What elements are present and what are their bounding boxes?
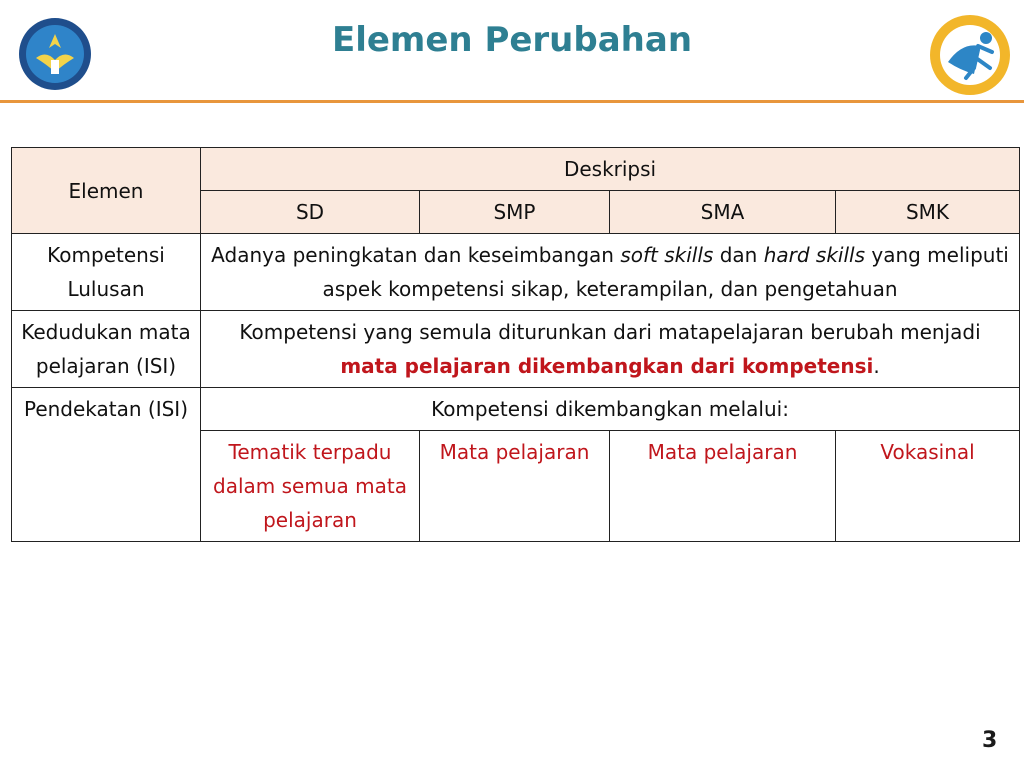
- description-text: Kompetensi yang semula diturunkan dari matapelajaran berubah menjadi: [239, 320, 981, 344]
- column-header-sd: SD: [201, 191, 420, 234]
- description-soft-skills: soft skills: [620, 243, 714, 267]
- approach-sma: Mata pelajaran: [610, 431, 836, 542]
- description-text: Adanya peningkatan dan keseimbangan: [211, 243, 621, 267]
- row-description: Kompetensi dikembangkan melalui:: [201, 388, 1020, 431]
- table-header-row: [12, 148, 1020, 191]
- table-row: [12, 311, 1020, 388]
- column-header-smp: SMP: [420, 191, 610, 234]
- row-label-kedudukan: Kedudukan mata pelajaran (ISI): [12, 311, 201, 388]
- row-description: [201, 311, 1020, 388]
- page-number: 3: [982, 728, 998, 753]
- column-header-deskripsi: Deskripsi: [201, 148, 1020, 191]
- row-label-pendekatan: Pendekatan (ISI): [12, 388, 201, 542]
- header-divider: [0, 100, 1024, 103]
- approach-sd: Tematik terpadu dalam semua mata pelajaran: [201, 431, 420, 542]
- description-emphasis: mata pelajaran dikembangkan dari kompetensi: [340, 354, 874, 378]
- column-header-elemen: Elemen: [12, 148, 201, 234]
- kurikulum-2013-logo: [928, 12, 1012, 98]
- description-text: .: [873, 354, 880, 378]
- row-description: [201, 234, 1020, 311]
- page-title: Elemen Perubahan: [331, 20, 693, 60]
- changes-table: [11, 147, 1020, 542]
- column-header-sma: SMA: [610, 191, 836, 234]
- table-row: [12, 388, 1020, 431]
- row-label-kompetensi-lulusan: Kompetensi Lulusan: [12, 234, 201, 311]
- description-hard-skills: hard skills: [763, 243, 865, 267]
- description-text: yang meliputi aspek kompetensi sikap, keterampilan, dan pengetahuan: [322, 243, 1009, 301]
- table-row: [12, 234, 1020, 311]
- approach-smk: Vokasinal: [836, 431, 1020, 542]
- approach-smp: Mata pelajaran: [420, 431, 610, 542]
- column-header-smk: SMK: [836, 191, 1020, 234]
- description-text: dan: [713, 243, 764, 267]
